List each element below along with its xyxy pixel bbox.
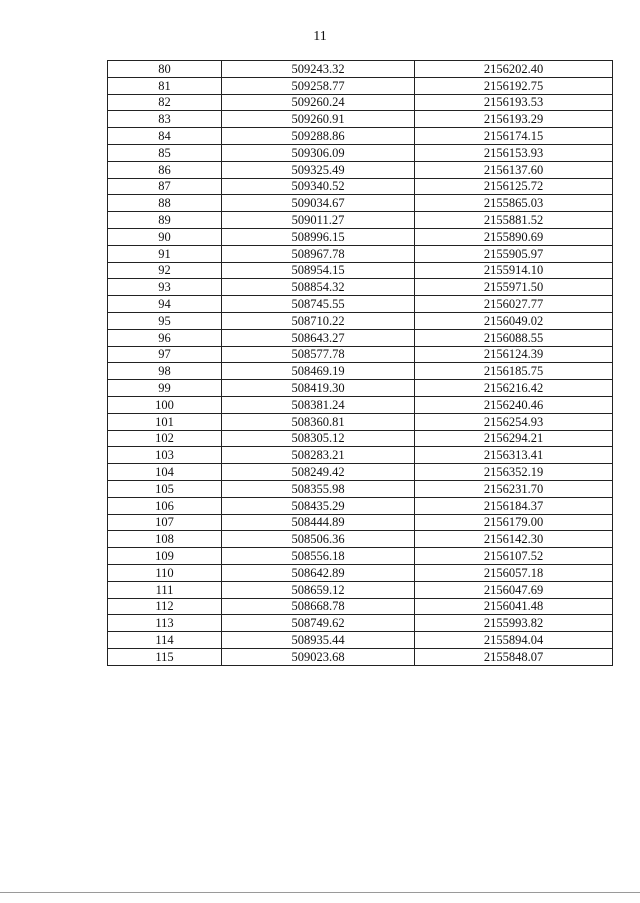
point-number-cell: 113 [108, 615, 222, 632]
x-coordinate-cell: 508749.62 [222, 615, 415, 632]
x-coordinate-cell: 508283.21 [222, 447, 415, 464]
x-coordinate-cell: 508577.78 [222, 346, 415, 363]
point-number-cell: 101 [108, 413, 222, 430]
y-coordinate-cell: 2156124.39 [415, 346, 613, 363]
y-coordinate-cell: 2156088.55 [415, 329, 613, 346]
y-coordinate-cell: 2156216.42 [415, 380, 613, 397]
x-coordinate-cell: 508745.55 [222, 296, 415, 313]
x-coordinate-cell: 508556.18 [222, 548, 415, 565]
table-row [108, 363, 613, 380]
y-coordinate-cell: 2156231.70 [415, 480, 613, 497]
y-coordinate-cell: 2155971.50 [415, 279, 613, 296]
table-row [108, 413, 613, 430]
x-coordinate-cell: 508469.19 [222, 363, 415, 380]
y-coordinate-cell: 2156193.53 [415, 94, 613, 111]
table-row [108, 61, 613, 78]
x-coordinate-cell: 508668.78 [222, 598, 415, 615]
point-number-cell: 110 [108, 564, 222, 581]
table-row [108, 329, 613, 346]
table-row [108, 144, 613, 161]
table-row [108, 531, 613, 548]
table-row [108, 77, 613, 94]
point-number-cell: 102 [108, 430, 222, 447]
y-coordinate-cell: 2156027.77 [415, 296, 613, 313]
table-row [108, 228, 613, 245]
table-row [108, 312, 613, 329]
y-coordinate-cell: 2156047.69 [415, 581, 613, 598]
y-coordinate-cell: 2155894.04 [415, 632, 613, 649]
point-number-cell: 99 [108, 380, 222, 397]
x-coordinate-cell: 509325.49 [222, 161, 415, 178]
y-coordinate-cell: 2155865.03 [415, 195, 613, 212]
x-coordinate-cell: 508355.98 [222, 480, 415, 497]
y-coordinate-cell: 2156107.52 [415, 548, 613, 565]
table-row [108, 279, 613, 296]
y-coordinate-cell: 2156153.93 [415, 144, 613, 161]
table-row [108, 262, 613, 279]
point-number-cell: 84 [108, 128, 222, 145]
y-coordinate-cell: 2156174.15 [415, 128, 613, 145]
y-coordinate-cell: 2156193.29 [415, 111, 613, 128]
x-coordinate-cell: 509340.52 [222, 178, 415, 195]
table-row [108, 447, 613, 464]
point-number-cell: 100 [108, 396, 222, 413]
table-row [108, 514, 613, 531]
table-row [108, 161, 613, 178]
x-coordinate-cell: 508444.89 [222, 514, 415, 531]
x-coordinate-cell: 509243.32 [222, 61, 415, 78]
y-coordinate-cell: 2156352.19 [415, 464, 613, 481]
point-number-cell: 111 [108, 581, 222, 598]
y-coordinate-cell: 2156142.30 [415, 531, 613, 548]
point-number-cell: 115 [108, 648, 222, 665]
point-number-cell: 106 [108, 497, 222, 514]
point-number-cell: 94 [108, 296, 222, 313]
y-coordinate-cell: 2155881.52 [415, 212, 613, 229]
point-number-cell: 82 [108, 94, 222, 111]
x-coordinate-cell: 508435.29 [222, 497, 415, 514]
x-coordinate-cell: 508967.78 [222, 245, 415, 262]
coordinates-table-body [108, 61, 613, 666]
y-coordinate-cell: 2156125.72 [415, 178, 613, 195]
x-coordinate-cell: 509034.67 [222, 195, 415, 212]
point-number-cell: 83 [108, 111, 222, 128]
point-number-cell: 86 [108, 161, 222, 178]
table-row [108, 111, 613, 128]
point-number-cell: 95 [108, 312, 222, 329]
x-coordinate-cell: 509306.09 [222, 144, 415, 161]
y-coordinate-cell: 2156049.02 [415, 312, 613, 329]
bottom-rule [0, 892, 640, 893]
y-coordinate-cell: 2156041.48 [415, 598, 613, 615]
point-number-cell: 112 [108, 598, 222, 615]
x-coordinate-cell: 508360.81 [222, 413, 415, 430]
point-number-cell: 80 [108, 61, 222, 78]
x-coordinate-cell: 509260.24 [222, 94, 415, 111]
point-number-cell: 93 [108, 279, 222, 296]
table-row [108, 598, 613, 615]
table-row [108, 178, 613, 195]
point-number-cell: 90 [108, 228, 222, 245]
x-coordinate-cell: 508854.32 [222, 279, 415, 296]
x-coordinate-cell: 508643.27 [222, 329, 415, 346]
point-number-cell: 105 [108, 480, 222, 497]
point-number-cell: 109 [108, 548, 222, 565]
y-coordinate-cell: 2155848.07 [415, 648, 613, 665]
table-row [108, 346, 613, 363]
x-coordinate-cell: 508419.30 [222, 380, 415, 397]
table-row [108, 615, 613, 632]
x-coordinate-cell: 508935.44 [222, 632, 415, 649]
point-number-cell: 81 [108, 77, 222, 94]
table-row [108, 396, 613, 413]
x-coordinate-cell: 508996.15 [222, 228, 415, 245]
y-coordinate-cell: 2155993.82 [415, 615, 613, 632]
table-row [108, 212, 613, 229]
y-coordinate-cell: 2156202.40 [415, 61, 613, 78]
table-row [108, 195, 613, 212]
point-number-cell: 107 [108, 514, 222, 531]
point-number-cell: 108 [108, 531, 222, 548]
x-coordinate-cell: 508381.24 [222, 396, 415, 413]
table-row [108, 632, 613, 649]
point-number-cell: 87 [108, 178, 222, 195]
table-row [108, 464, 613, 481]
table-row [108, 430, 613, 447]
x-coordinate-cell: 509260.91 [222, 111, 415, 128]
x-coordinate-cell: 508249.42 [222, 464, 415, 481]
point-number-cell: 89 [108, 212, 222, 229]
table-row [108, 480, 613, 497]
page-number: 11 [313, 29, 327, 44]
table-row [108, 380, 613, 397]
point-number-cell: 85 [108, 144, 222, 161]
point-number-cell: 114 [108, 632, 222, 649]
point-number-cell: 91 [108, 245, 222, 262]
x-coordinate-cell: 508305.12 [222, 430, 415, 447]
y-coordinate-cell: 2155914.10 [415, 262, 613, 279]
y-coordinate-cell: 2156179.00 [415, 514, 613, 531]
table-row [108, 245, 613, 262]
table-row [108, 128, 613, 145]
coordinates-table [107, 60, 613, 666]
x-coordinate-cell: 508659.12 [222, 581, 415, 598]
x-coordinate-cell: 509023.68 [222, 648, 415, 665]
x-coordinate-cell: 508642.89 [222, 564, 415, 581]
y-coordinate-cell: 2156192.75 [415, 77, 613, 94]
table-row [108, 296, 613, 313]
y-coordinate-cell: 2156137.60 [415, 161, 613, 178]
point-number-cell: 92 [108, 262, 222, 279]
x-coordinate-cell: 508710.22 [222, 312, 415, 329]
point-number-cell: 96 [108, 329, 222, 346]
y-coordinate-cell: 2156254.93 [415, 413, 613, 430]
y-coordinate-cell: 2156294.21 [415, 430, 613, 447]
y-coordinate-cell: 2156057.18 [415, 564, 613, 581]
point-number-cell: 98 [108, 363, 222, 380]
point-number-cell: 88 [108, 195, 222, 212]
y-coordinate-cell: 2156313.41 [415, 447, 613, 464]
x-coordinate-cell: 509288.86 [222, 128, 415, 145]
point-number-cell: 97 [108, 346, 222, 363]
y-coordinate-cell: 2156240.46 [415, 396, 613, 413]
y-coordinate-cell: 2156184.37 [415, 497, 613, 514]
x-coordinate-cell: 508506.36 [222, 531, 415, 548]
table-row [108, 548, 613, 565]
x-coordinate-cell: 509258.77 [222, 77, 415, 94]
point-number-cell: 104 [108, 464, 222, 481]
x-coordinate-cell: 509011.27 [222, 212, 415, 229]
table-row [108, 497, 613, 514]
x-coordinate-cell: 508954.15 [222, 262, 415, 279]
table-row [108, 581, 613, 598]
y-coordinate-cell: 2156185.75 [415, 363, 613, 380]
point-number-cell: 103 [108, 447, 222, 464]
table-row [108, 94, 613, 111]
y-coordinate-cell: 2155905.97 [415, 245, 613, 262]
table-row [108, 564, 613, 581]
y-coordinate-cell: 2155890.69 [415, 228, 613, 245]
table-row [108, 648, 613, 665]
